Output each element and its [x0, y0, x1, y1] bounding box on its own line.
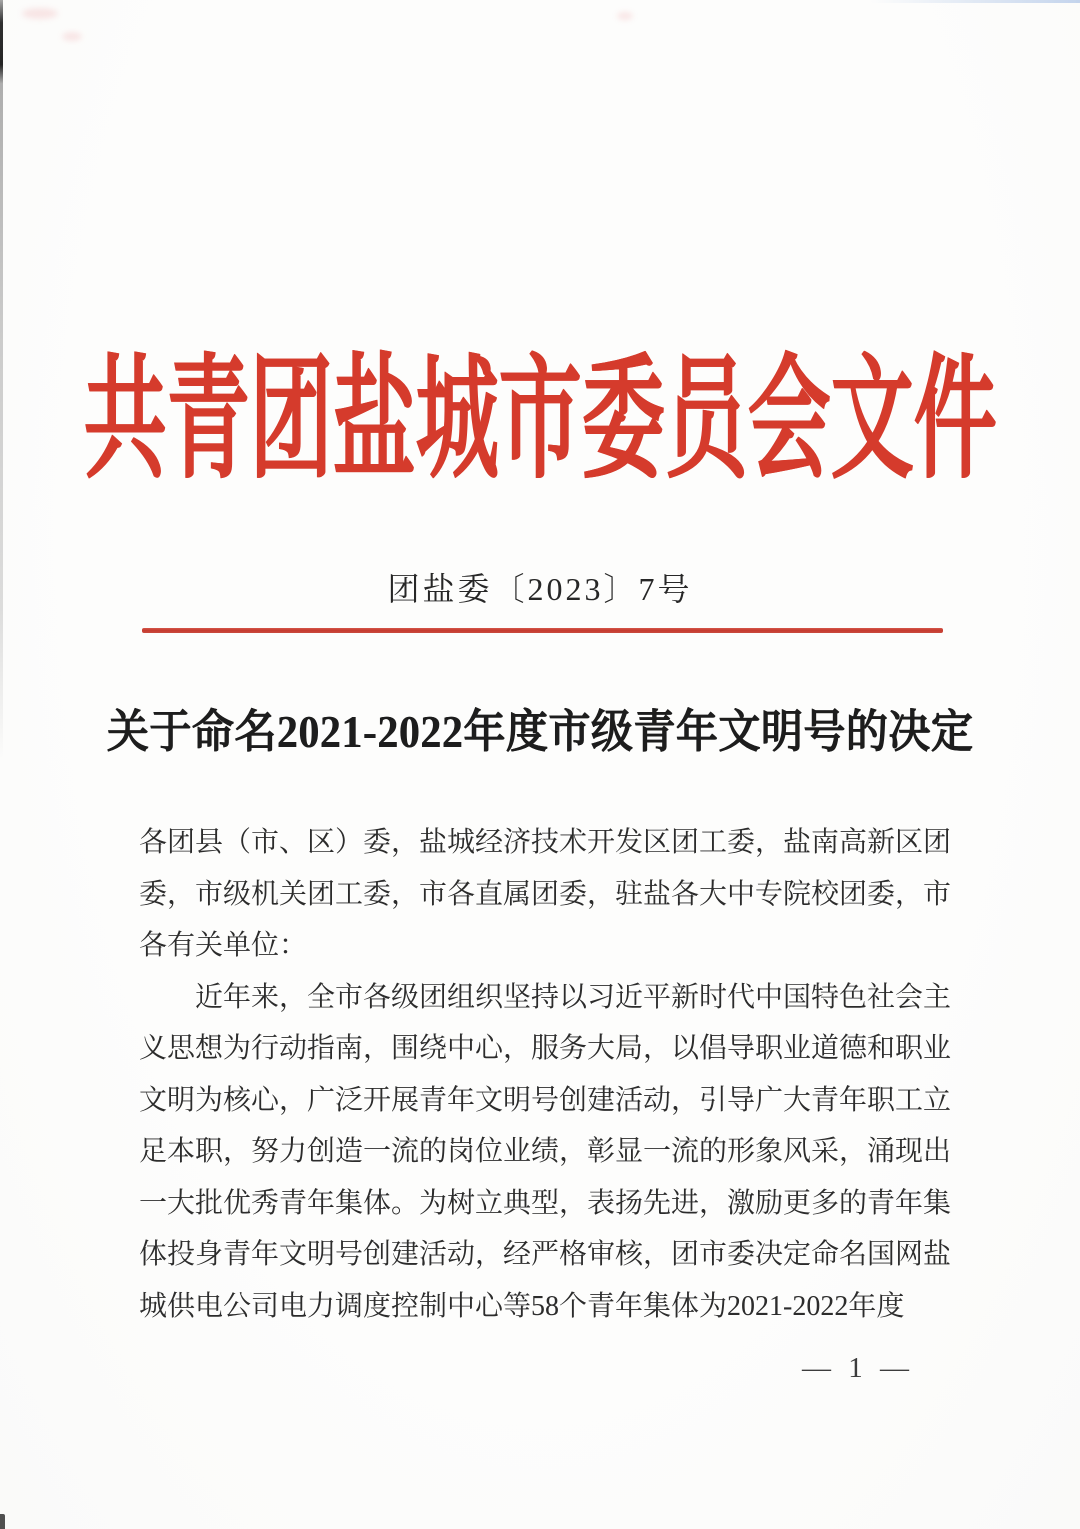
red-divider-rule	[142, 628, 943, 633]
scan-streak-artifact	[870, 0, 1080, 3]
pink-smudge-artifact	[62, 32, 82, 41]
document-title: 关于命名2021-2022年度市级青年文明号的决定	[106, 708, 974, 758]
page-number: — 1 —	[802, 1352, 914, 1384]
salutation-paragraph: 各团县（市、区）委，盐城经济技术开发区团工委，盐南高新区团委，市级机关团工委，市各直属团委，驻盐各大中专院校团委，市各有关单位：	[139, 827, 952, 961]
pink-smudge-artifact	[22, 8, 58, 19]
document-number: 团盐委〔2023〕7号	[387, 571, 693, 607]
letterhead-title: 共青团盐城市委员会文件	[83, 345, 997, 495]
document-body	[139, 817, 951, 1332]
scan-corner-mark-artifact	[0, 1514, 5, 1529]
body-paragraph: 近年来，全市各级团组织坚持以习近平新时代中国特色社会主义思想为行动指南，围绕中心，服务大局，以倡导职业道德和职业文明为核心，广泛开展青年文明号创建活动，引导广大青年职工立足本职，努力创造一流的岗位业绩，彰显一流的形象风采，涌现出一大批优秀青年集体。为树立典型，表扬先进，激励更多的青年集体投身青年文明号创建活动，经严格审核，团市委决定命名国网盐城供电公司电力调度控制中心等58个青年集体为2021-2022年度	[139, 981, 952, 1322]
pink-smudge-artifact	[617, 12, 633, 20]
